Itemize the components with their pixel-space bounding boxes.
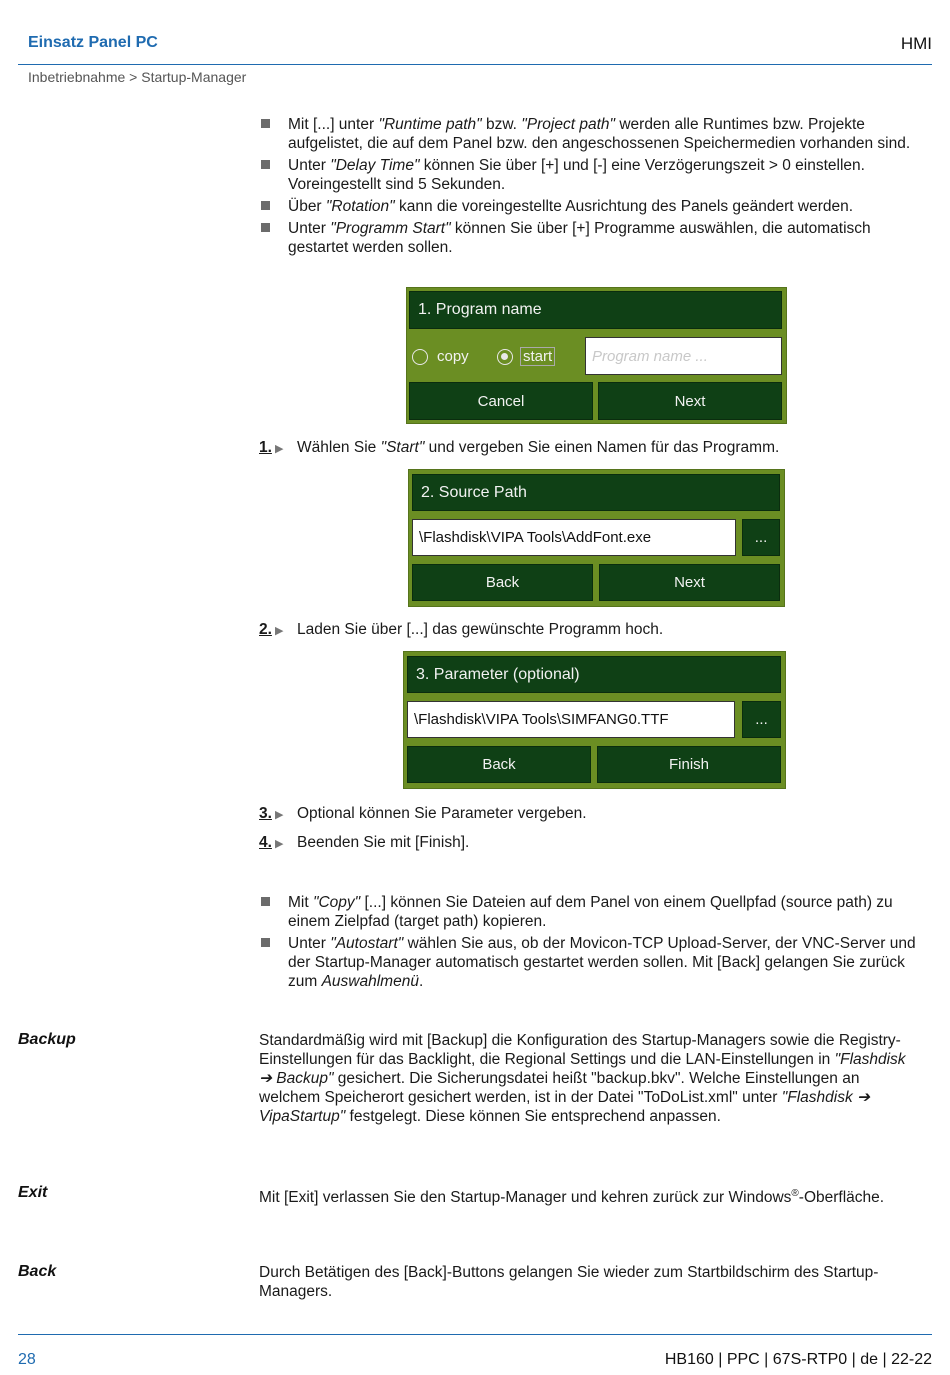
- bullet-list-top: [259, 115, 935, 260]
- finish-button[interactable]: Finish: [597, 746, 781, 783]
- list-item: Über "Rotation" kann die voreingestellte Ausrichtung des Panels geändert werden.: [259, 197, 935, 216]
- back-heading: Back: [18, 1263, 57, 1280]
- document-id: HB160 | PPC | 67S-RTP0 | de | 22-22: [664, 1351, 932, 1368]
- source-path-dialog: [408, 469, 785, 607]
- step-3: 3. ▶ Optional können Sie Parameter vergeben.: [259, 804, 587, 825]
- program-name-input[interactable]: Program name ...: [585, 337, 782, 375]
- next-button[interactable]: Next: [598, 382, 782, 420]
- header-section: HMI: [900, 34, 932, 53]
- list-item: Mit [...] unter "Runtime path" bzw. "Project path" werden alle Runtimes bzw. Projekte aufgelistet, die auf dem Panel bzw. den angeschossenen Speichermedien vorhanden sind.: [259, 115, 935, 153]
- next-button[interactable]: Next: [599, 564, 780, 601]
- list-item: Unter "Autostart" wählen Sie aus, ob der Movicon-TCP Upload-Server, der VNC-Server und der Startup-Manager automatisch gestartet werden sollen. Mit [Back] gelangen Sie zurück zum Auswahlmenü.: [259, 934, 935, 991]
- exit-heading: Exit: [18, 1184, 48, 1201]
- step-2: 2. ▶ Laden Sie über [...] das gewünschte Programm hoch.: [259, 620, 663, 641]
- cancel-button[interactable]: Cancel: [409, 382, 593, 420]
- dialog-title: 2. Source Path: [412, 474, 780, 511]
- program-name-dialog: [406, 287, 787, 424]
- back-button[interactable]: Back: [412, 564, 593, 601]
- backup-heading: Backup: [18, 1031, 76, 1048]
- bullet-square-icon: [261, 160, 270, 169]
- bullet-square-icon: [261, 201, 270, 210]
- page-number: 28: [18, 1351, 36, 1368]
- radio-selected-dot: [501, 353, 508, 360]
- footer-rule: [18, 1334, 932, 1335]
- list-item: Unter "Delay Time" können Sie über [+] und [-] eine Verzögerungszeit > 0 einstellen. Voreingestellt sind 5 Sekunden.: [259, 156, 935, 194]
- start-radio[interactable]: [497, 349, 513, 365]
- copy-radio[interactable]: [412, 349, 428, 365]
- back-description: Durch Betätigen des [Back]-Buttons gelangen Sie wieder zum Startbildschirm des Startup-Managers.: [259, 1264, 879, 1300]
- parameter-dialog: [403, 651, 786, 789]
- start-radio-label[interactable]: start: [520, 347, 555, 366]
- parameter-path-input[interactable]: \Flashdisk\VIPA Tools\SIMFANG0.TTF: [407, 701, 735, 738]
- dialog-title: 3. Parameter (optional): [407, 656, 781, 693]
- header-rule: [18, 64, 932, 65]
- list-item: Mit "Copy" [...] können Sie Dateien auf dem Panel von einem Quellpfad (source path) zu einem Zielpfad (target path) kopieren.: [259, 893, 935, 931]
- copy-radio-label[interactable]: copy: [437, 348, 469, 365]
- step-arrow-icon: ▶: [275, 838, 284, 850]
- list-item: Unter "Programm Start" können Sie über [+] Programme auswählen, die automatisch gestartet werden sollen.: [259, 219, 935, 257]
- source-path-input[interactable]: \Flashdisk\VIPA Tools\AddFont.exe: [412, 519, 736, 556]
- step-1: 1. ▶ Wählen Sie "Start" und vergeben Sie einen Namen für das Programm.: [259, 438, 779, 459]
- back-button[interactable]: Back: [407, 746, 591, 783]
- bullet-list-bottom: [259, 893, 935, 994]
- step-4: 4. ▶ Beenden Sie mit [Finish].: [259, 833, 469, 854]
- bullet-square-icon: [261, 223, 270, 232]
- dialog-title: 1. Program name: [409, 291, 782, 329]
- browse-button[interactable]: ...: [742, 519, 780, 556]
- breadcrumb: Inbetriebnahme > Startup-Manager: [28, 69, 247, 85]
- backup-description: Standardmäßig wird mit [Backup] die Konfiguration des Startup-Managers sowie die Registry-Einstellungen für das Backlight, die Regional Settings und die LAN-Einstellungen in "Flashdisk ➔ Backup" gesichert. Die Sicherungsdatei heißt "backup.bkv". Welche Einstellungen an welchem Speicherort gesichert werden, ist in der Datei "ToDoList.xml" unter "Flashdisk ➔ VipaStartup" festgelegt. Diese können Sie entsprechend anpassen.: [259, 1032, 906, 1125]
- exit-description: Mit [Exit] verlassen Sie den Startup-Manager und kehren zurück zur Windows®-Oberfläche.: [259, 1188, 885, 1207]
- step-arrow-icon: ▶: [275, 443, 284, 455]
- step-arrow-icon: ▶: [275, 625, 284, 637]
- browse-button[interactable]: ...: [742, 701, 781, 738]
- bullet-square-icon: [261, 119, 270, 128]
- header-title: Einsatz Panel PC: [28, 34, 158, 51]
- step-arrow-icon: ▶: [275, 809, 284, 821]
- bullet-square-icon: [261, 897, 270, 906]
- bullet-square-icon: [261, 938, 270, 947]
